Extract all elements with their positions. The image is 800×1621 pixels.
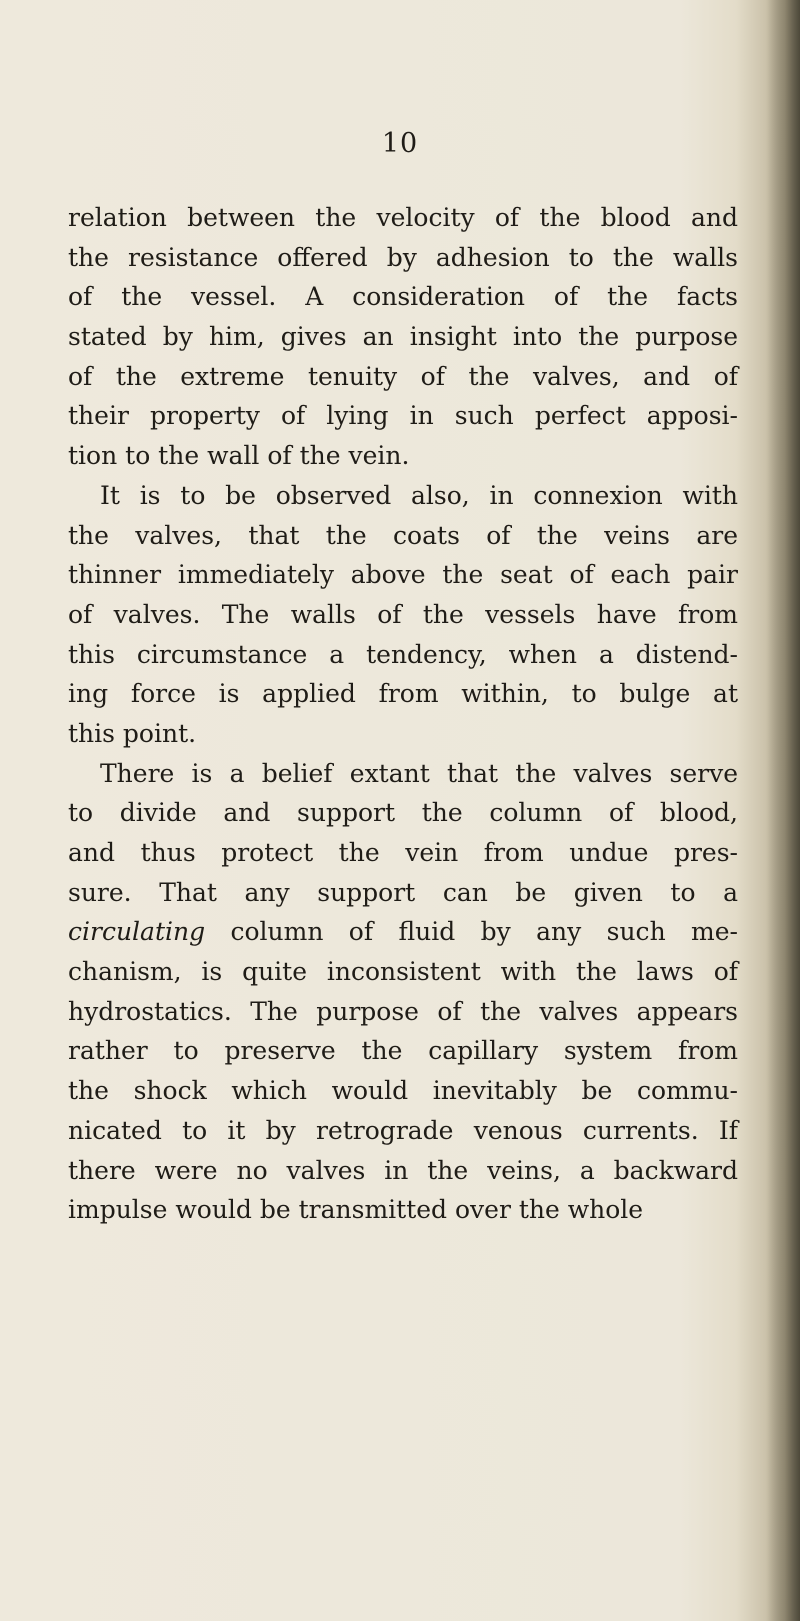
text-line: chanism, is quite inconsistent with the laws of [68,957,738,987]
text-line: this point. [68,718,197,748]
text-line: to divide and support the column of blood, [68,798,738,828]
text-line-rest: column of fluid by any such me- [230,917,738,947]
text-line: there were no valves in the veins, a backward [68,1155,738,1185]
text-line: thinner immediately above the seat of each pair [68,560,738,590]
text-line: sure. That any support can be given to a [68,877,738,907]
text-line: impulse would be transmitted over the whole [68,1195,644,1225]
text-line: It is to be observed also, in connexion with [100,480,738,510]
text-line: tion to the wall of the vein. [68,441,410,471]
text-line: the resistance offered by adhesion to the walls [68,242,738,272]
text-line: rather to preserve the capillary system from [68,1036,738,1066]
text-line: nicated to it by retrograde venous currents. If [68,1115,738,1145]
text-line: stated by him, gives an insight into the purpose [68,322,738,352]
text-line: There is a belief extant that the valves serve [100,758,738,788]
text-line: of the extreme tenuity of the valves, and of [68,361,738,391]
text-line: the shock which would inevitably be commu- [68,1076,738,1106]
text-line: relation between the velocity of the blood and [68,203,738,232]
text-line: of the vessel. A consideration of the facts [68,282,738,312]
text-line: this circumstance a tendency, when a distend- [68,639,738,669]
page-number: 10 [381,128,419,159]
text-line: and thus protect the vein from undue pres- [68,838,738,867]
italic-word: circulating [68,917,206,947]
page-edge-shadow [766,0,800,1621]
text-line: of valves. The walls of the vessels have from [68,599,738,629]
text-line-with-italic [68,912,738,952]
text-line: their property of lying in such perfect apposi- [68,401,738,431]
text-line: the valves, that the coats of the veins are [68,520,738,550]
text-line: ing force is applied from within, to bulge at [68,679,738,709]
text-line: hydrostatics. The purpose of the valves appears [68,996,738,1026]
body-text [68,198,738,1230]
